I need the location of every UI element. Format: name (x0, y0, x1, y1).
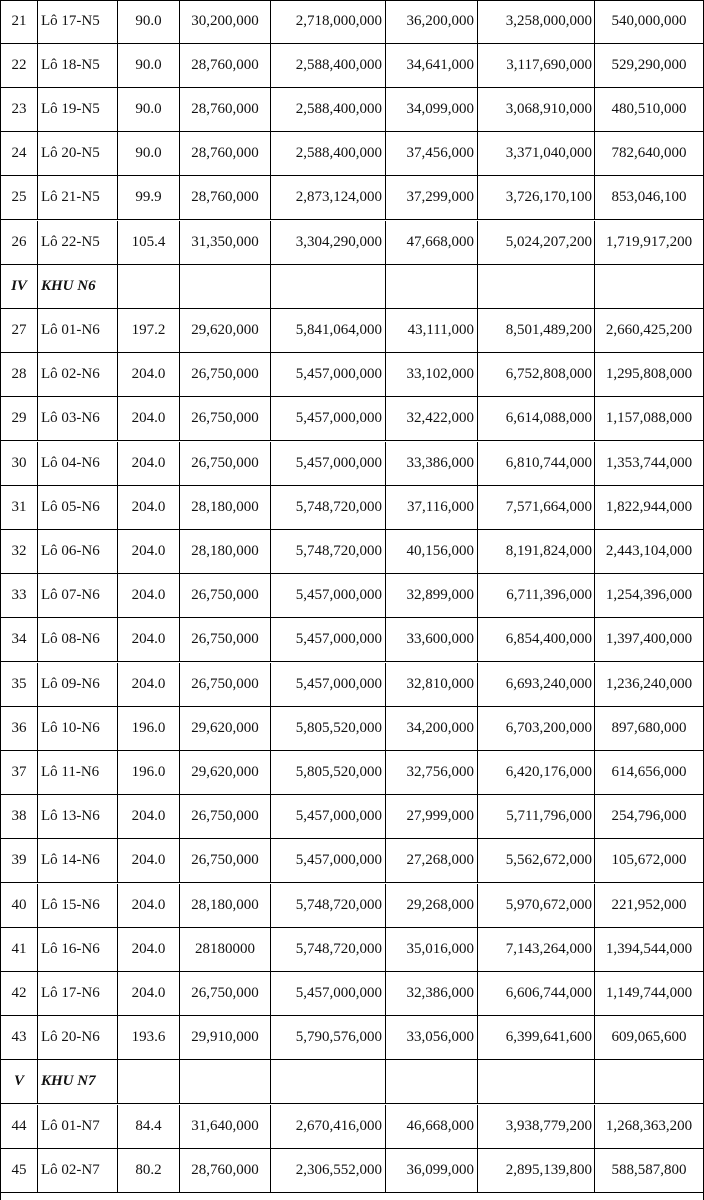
unit-price-cell: 29,620,000 (180, 707, 271, 750)
lot-cell: Lô 18-N5 (38, 44, 118, 87)
area-cell: 204.0 (118, 884, 180, 927)
stt-cell: 25 (1, 176, 38, 219)
area-cell: 197.2 (118, 309, 180, 352)
new-unit-price-cell: 46,668,000 (386, 1105, 478, 1148)
section-stt-cell: IV (1, 265, 38, 308)
unit-price-cell: 26,750,000 (180, 618, 271, 661)
lot-cell: Lô 05-N6 (38, 486, 118, 529)
stt-cell: 32 (1, 530, 38, 573)
new-unit-price-cell: 36,200,000 (386, 1, 478, 43)
section-stt-cell: V (1, 1060, 38, 1103)
lot-cell: Lô 02-N7 (38, 1149, 118, 1192)
new-unit-price-cell (386, 1060, 478, 1103)
difference-cell: 254,796,000 (611, 808, 687, 825)
area-cell: 204.0 (118, 574, 180, 617)
area-cell: 204.0 (118, 663, 180, 706)
total-value-cell: 5,805,520,000 (271, 751, 386, 794)
total-value-cell: 5,805,520,000 (271, 707, 386, 750)
difference-cell: 540,000,000 (611, 13, 687, 30)
table-row (1, 795, 703, 839)
area-cell: 193.6 (118, 1016, 180, 1059)
table-row (1, 88, 703, 132)
difference-cell: 1,268,363,200 (605, 1117, 693, 1134)
new-total-value-cell: 7,571,664,000 (478, 486, 595, 529)
stt-cell: 24 (1, 132, 38, 175)
new-total-value-cell: 3,726,170,100 (478, 176, 595, 219)
new-unit-price-cell: 34,641,000 (386, 44, 478, 87)
area-cell (118, 1060, 180, 1103)
new-unit-price-cell: 32,386,000 (386, 972, 478, 1015)
total-value-cell: 5,748,720,000 (271, 530, 386, 573)
difference-cell: 1,719,917,200 (605, 233, 693, 250)
unit-price-cell: 28,760,000 (180, 1149, 271, 1192)
new-unit-price-cell (386, 265, 478, 308)
new-unit-price-cell: 37,456,000 (386, 132, 478, 175)
table-row (1, 574, 703, 618)
new-unit-price-cell: 43,111,000 (386, 309, 478, 352)
new-total-value-cell (478, 1060, 595, 1103)
new-unit-price-cell: 27,268,000 (386, 839, 478, 882)
new-total-value-cell: 3,371,040,000 (478, 132, 595, 175)
unit-price-cell (180, 265, 271, 308)
difference-cell: 853,046,100 (611, 189, 687, 206)
stt-cell: 31 (1, 486, 38, 529)
new-unit-price-cell: 33,056,000 (386, 1016, 478, 1059)
new-total-value-cell: 6,399,641,600 (478, 1016, 595, 1059)
lot-cell: Lô 17-N5 (38, 1, 118, 43)
area-cell: 204.0 (118, 928, 180, 971)
lot-cell: Lô 22-N5 (38, 221, 118, 264)
unit-price-cell: 28,760,000 (180, 176, 271, 219)
unit-price-cell: 30,200,000 (180, 1, 271, 43)
table-row (1, 751, 703, 795)
lot-cell: Lô 13-N6 (38, 795, 118, 838)
section-lot-cell: KHU N7 (38, 1060, 118, 1103)
total-value-cell: 2,588,400,000 (271, 132, 386, 175)
lot-cell: Lô 17-N6 (38, 972, 118, 1015)
new-unit-price-cell: 47,668,000 (386, 221, 478, 264)
total-value-cell: 5,841,064,000 (271, 309, 386, 352)
stt-cell: 42 (1, 972, 38, 1015)
new-unit-price-cell: 37,299,000 (386, 176, 478, 219)
table-row (1, 928, 703, 972)
difference-cell: 1,254,396,000 (605, 587, 693, 604)
lot-cell: Lô 20-N6 (38, 1016, 118, 1059)
table-row (1, 486, 703, 530)
new-total-value-cell: 6,711,396,000 (478, 574, 595, 617)
table-row (1, 530, 703, 574)
total-value-cell (271, 265, 386, 308)
stt-cell: 37 (1, 751, 38, 794)
difference-cell: 1,822,944,000 (605, 498, 693, 515)
table-row (1, 839, 703, 883)
stt-cell: 35 (1, 663, 38, 706)
total-value-cell: 5,457,000,000 (271, 442, 386, 485)
lot-cell: Lô 07-N6 (38, 574, 118, 617)
table-row (1, 44, 703, 88)
total-value-cell: 5,790,576,000 (271, 1016, 386, 1059)
lot-cell: Lô 20-N5 (38, 132, 118, 175)
total-value-cell: 5,457,000,000 (271, 353, 386, 396)
unit-price-cell: 28,760,000 (180, 132, 271, 175)
area-cell: 204.0 (118, 795, 180, 838)
total-value-cell: 5,457,000,000 (271, 663, 386, 706)
area-cell: 196.0 (118, 707, 180, 750)
stt-cell: 44 (1, 1105, 38, 1148)
difference-cell: 1,394,544,000 (605, 940, 693, 957)
new-unit-price-cell: 27,999,000 (386, 795, 478, 838)
new-unit-price-cell: 32,899,000 (386, 574, 478, 617)
difference-cell: 2,443,104,000 (605, 542, 693, 559)
area-cell: 204.0 (118, 442, 180, 485)
total-value-cell: 5,457,000,000 (271, 618, 386, 661)
lot-cell: Lô 09-N6 (38, 663, 118, 706)
total-value-cell: 5,748,720,000 (271, 928, 386, 971)
total-value-cell: 5,457,000,000 (271, 574, 386, 617)
unit-price-cell: 31,640,000 (180, 1105, 271, 1148)
unit-price-cell: 28180000 (180, 928, 271, 971)
new-unit-price-cell: 34,200,000 (386, 707, 478, 750)
difference-cell: 1,397,400,000 (605, 631, 693, 648)
new-unit-price-cell: 35,016,000 (386, 928, 478, 971)
unit-price-cell: 28,760,000 (180, 88, 271, 131)
unit-price-cell (180, 1060, 271, 1103)
difference-cell: 609,065,600 (611, 1029, 687, 1046)
unit-price-cell: 26,750,000 (180, 972, 271, 1015)
area-cell: 90.0 (118, 44, 180, 87)
difference-cell: 1,149,744,000 (605, 984, 693, 1001)
total-value-cell: 5,457,000,000 (271, 972, 386, 1015)
area-cell: 80.2 (118, 1149, 180, 1192)
difference-cell: 2,660,425,200 (605, 321, 693, 338)
new-unit-price-cell: 40,156,000 (386, 530, 478, 573)
new-total-value-cell: 5,711,796,000 (478, 795, 595, 838)
new-total-value-cell: 8,501,489,200 (478, 309, 595, 352)
stt-cell: 23 (1, 88, 38, 131)
new-unit-price-cell: 37,116,000 (386, 486, 478, 529)
new-total-value-cell: 6,752,808,000 (478, 353, 595, 396)
new-total-value-cell: 5,024,207,200 (478, 221, 595, 264)
table-row (1, 176, 703, 220)
area-cell: 99.9 (118, 176, 180, 219)
difference-cell (595, 265, 703, 308)
total-value-cell: 5,748,720,000 (271, 884, 386, 927)
new-total-value-cell: 2,895,139,800 (478, 1149, 595, 1192)
new-unit-price-cell: 29,268,000 (386, 884, 478, 927)
new-total-value-cell: 5,562,672,000 (478, 839, 595, 882)
unit-price-cell: 26,750,000 (180, 574, 271, 617)
unit-price-cell: 26,750,000 (180, 839, 271, 882)
area-cell: 204.0 (118, 839, 180, 882)
table-row (1, 972, 703, 1016)
section-lot-cell: KHU N6 (38, 265, 118, 308)
table-row (1, 1016, 703, 1060)
difference-cell: 1,157,088,000 (605, 410, 693, 427)
difference-cell (595, 1060, 703, 1103)
new-total-value-cell (478, 265, 595, 308)
new-unit-price-cell: 34,099,000 (386, 88, 478, 131)
unit-price-cell: 29,620,000 (180, 751, 271, 794)
stt-cell: 36 (1, 707, 38, 750)
total-value-cell (271, 1060, 386, 1103)
total-value-cell: 3,304,290,000 (271, 221, 386, 264)
lot-cell: Lô 01-N6 (38, 309, 118, 352)
lot-cell: Lô 19-N5 (38, 88, 118, 131)
difference-cell: 782,640,000 (611, 145, 687, 162)
unit-price-cell: 28,180,000 (180, 530, 271, 573)
stt-cell: 26 (1, 221, 38, 264)
new-unit-price-cell: 32,422,000 (386, 397, 478, 440)
table-row (1, 221, 703, 265)
area-cell: 204.0 (118, 530, 180, 573)
total-value-cell: 5,457,000,000 (271, 397, 386, 440)
lot-cell: Lô 04-N6 (38, 442, 118, 485)
unit-price-cell: 29,620,000 (180, 309, 271, 352)
difference-cell: 221,952,000 (611, 896, 687, 913)
area-cell: 90.0 (118, 132, 180, 175)
new-total-value-cell: 6,693,240,000 (478, 663, 595, 706)
difference-cell: 1,295,808,000 (605, 366, 693, 383)
new-total-value-cell: 3,938,779,200 (478, 1105, 595, 1148)
stt-cell: 33 (1, 574, 38, 617)
total-value-cell: 2,588,400,000 (271, 44, 386, 87)
new-total-value-cell: 7,143,264,000 (478, 928, 595, 971)
total-value-cell: 2,670,416,000 (271, 1105, 386, 1148)
new-total-value-cell: 3,258,000,000 (478, 1, 595, 43)
unit-price-cell: 28,180,000 (180, 884, 271, 927)
lot-cell: Lô 03-N6 (38, 397, 118, 440)
lot-cell: Lô 02-N6 (38, 353, 118, 396)
area-cell: 204.0 (118, 618, 180, 661)
lot-cell: Lô 16-N6 (38, 928, 118, 971)
difference-cell: 897,680,000 (611, 719, 687, 736)
section-row (1, 265, 703, 309)
table-row (1, 884, 703, 928)
area-cell: 90.0 (118, 88, 180, 131)
stt-cell: 28 (1, 353, 38, 396)
total-value-cell: 2,588,400,000 (271, 88, 386, 131)
new-total-value-cell: 6,854,400,000 (478, 618, 595, 661)
table-row (1, 618, 703, 662)
total-value-cell: 2,873,124,000 (271, 176, 386, 219)
new-total-value-cell: 6,810,744,000 (478, 442, 595, 485)
area-cell: 196.0 (118, 751, 180, 794)
unit-price-cell: 31,350,000 (180, 221, 271, 264)
unit-price-cell: 26,750,000 (180, 795, 271, 838)
difference-cell: 1,353,744,000 (605, 454, 693, 471)
stt-cell: 29 (1, 397, 38, 440)
table-row (1, 132, 703, 176)
area-cell: 204.0 (118, 486, 180, 529)
stt-cell: 27 (1, 309, 38, 352)
table-row (1, 663, 703, 707)
area-cell: 84.4 (118, 1105, 180, 1148)
area-cell: 204.0 (118, 353, 180, 396)
difference-cell: 614,656,000 (611, 763, 687, 780)
new-unit-price-cell: 32,810,000 (386, 663, 478, 706)
stt-cell: 41 (1, 928, 38, 971)
total-value-cell: 5,457,000,000 (271, 795, 386, 838)
area-cell: 204.0 (118, 397, 180, 440)
difference-cell: 1,236,240,000 (605, 675, 693, 692)
new-unit-price-cell: 32,756,000 (386, 751, 478, 794)
lot-cell: Lô 01-N7 (38, 1105, 118, 1148)
unit-price-cell: 28,760,000 (180, 44, 271, 87)
difference-cell: 105,672,000 (611, 852, 687, 869)
table-row (1, 1149, 703, 1193)
new-unit-price-cell: 33,386,000 (386, 442, 478, 485)
stt-cell: 34 (1, 618, 38, 661)
area-cell (118, 265, 180, 308)
new-total-value-cell: 6,614,088,000 (478, 397, 595, 440)
section-row (1, 1060, 703, 1104)
table-row (1, 309, 703, 353)
table-row (1, 353, 703, 397)
lot-cell: Lô 08-N6 (38, 618, 118, 661)
new-total-value-cell: 3,117,690,000 (478, 44, 595, 87)
unit-price-cell: 28,180,000 (180, 486, 271, 529)
unit-price-cell: 26,750,000 (180, 397, 271, 440)
new-total-value-cell: 6,420,176,000 (478, 751, 595, 794)
lot-cell: Lô 10-N6 (38, 707, 118, 750)
total-value-cell: 2,718,000,000 (271, 1, 386, 43)
lot-cell: Lô 11-N6 (38, 751, 118, 794)
area-cell: 204.0 (118, 972, 180, 1015)
table-row (1, 397, 703, 441)
stt-cell: 21 (1, 1, 38, 43)
new-total-value-cell: 6,703,200,000 (478, 707, 595, 750)
lot-cell: Lô 21-N5 (38, 176, 118, 219)
stt-cell: 40 (1, 884, 38, 927)
lot-cell: Lô 06-N6 (38, 530, 118, 573)
total-value-cell: 5,457,000,000 (271, 839, 386, 882)
stt-cell: 45 (1, 1149, 38, 1192)
stt-cell: 39 (1, 839, 38, 882)
total-value-cell: 5,748,720,000 (271, 486, 386, 529)
lot-cell: Lô 15-N6 (38, 884, 118, 927)
stt-cell: 30 (1, 442, 38, 485)
new-total-value-cell: 6,606,744,000 (478, 972, 595, 1015)
area-cell: 105.4 (118, 221, 180, 264)
table-row (1, 707, 703, 751)
stt-cell: 38 (1, 795, 38, 838)
unit-price-cell: 26,750,000 (180, 353, 271, 396)
difference-cell: 480,510,000 (611, 100, 687, 117)
new-unit-price-cell: 33,102,000 (386, 353, 478, 396)
new-total-value-cell: 3,068,910,000 (478, 88, 595, 131)
stt-cell: 22 (1, 44, 38, 87)
area-cell: 90.0 (118, 1, 180, 43)
table-row (1, 1105, 703, 1149)
table-row (1, 442, 703, 486)
lot-cell: Lô 14-N6 (38, 839, 118, 882)
difference-cell: 529,290,000 (611, 56, 687, 73)
new-total-value-cell: 8,191,824,000 (478, 530, 595, 573)
stt-cell: 43 (1, 1016, 38, 1059)
new-unit-price-cell: 36,099,000 (386, 1149, 478, 1192)
unit-price-cell: 26,750,000 (180, 663, 271, 706)
unit-price-cell: 26,750,000 (180, 442, 271, 485)
difference-cell: 588,587,800 (611, 1161, 687, 1178)
table-row (1, 0, 703, 44)
total-value-cell: 2,306,552,000 (271, 1149, 386, 1192)
unit-price-cell: 29,910,000 (180, 1016, 271, 1059)
new-total-value-cell: 5,970,672,000 (478, 884, 595, 927)
new-unit-price-cell: 33,600,000 (386, 618, 478, 661)
